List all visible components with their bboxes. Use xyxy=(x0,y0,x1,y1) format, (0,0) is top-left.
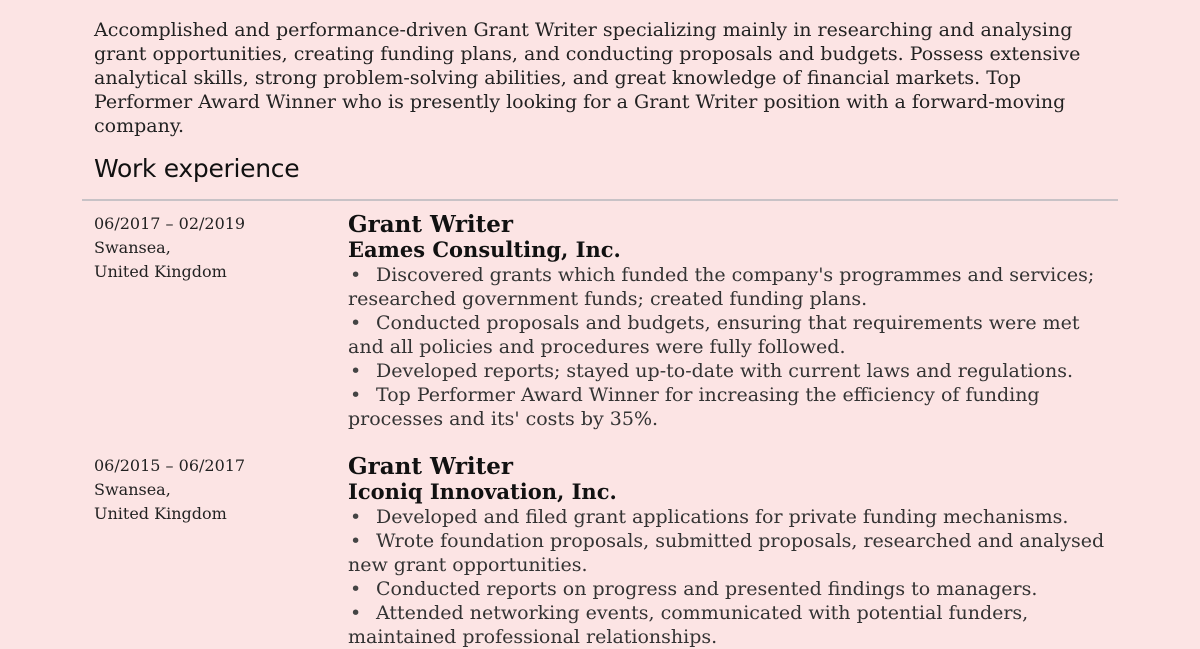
responsibility-item xyxy=(348,505,1108,529)
job-responsibilities xyxy=(348,505,1108,649)
responsibility-item xyxy=(348,383,1108,431)
section-divider xyxy=(82,199,1118,201)
bullet-icon: • xyxy=(350,530,362,552)
responsibility-item xyxy=(348,601,1108,649)
job-dates: 06/2017 – 02/2019 xyxy=(94,214,246,233)
job-city: Swansea, xyxy=(94,480,171,499)
responsibility-text: Attended networking events, communicated with potential funders, maintained professional relationships. xyxy=(348,602,1029,648)
responsibility-text: Wrote foundation proposals, submitted proposals, researched and analysed new grant opportunities. xyxy=(348,530,1105,576)
bullet-icon: • xyxy=(350,360,362,382)
job-role: Grant Writer xyxy=(348,453,514,480)
responsibility-item xyxy=(348,529,1108,577)
responsibility-text: Conducted proposals and budgets, ensuring that requirements were met and all policies and procedures were fully followed. xyxy=(348,312,1080,358)
bullet-icon: • xyxy=(350,264,362,286)
responsibility-item xyxy=(348,577,1108,601)
bullet-icon: • xyxy=(350,312,362,334)
responsibility-text: Conducted reports on progress and presented findings to managers. xyxy=(376,578,1038,600)
responsibility-text: Developed reports; stayed up-to-date with current laws and regulations. xyxy=(376,360,1074,382)
responsibility-text: Developed and filed grant applications for private funding mechanisms. xyxy=(376,506,1069,528)
job-details xyxy=(348,454,1108,649)
job-company: Iconiq Innovation, Inc. xyxy=(348,479,617,504)
job-meta xyxy=(94,454,324,526)
responsibility-item xyxy=(348,263,1108,311)
job-country: United Kingdom xyxy=(94,504,227,523)
bullet-icon: • xyxy=(350,384,362,406)
responsibility-item xyxy=(348,359,1108,383)
job-details xyxy=(348,212,1108,431)
responsibility-text: Discovered grants which funded the company's programmes and services; researched government funds; created funding plans. xyxy=(348,264,1095,310)
work-experience-heading: Work experience xyxy=(94,154,300,183)
responsibility-item xyxy=(348,311,1108,359)
job-meta xyxy=(94,212,324,284)
job-country: United Kingdom xyxy=(94,262,227,281)
job-dates: 06/2015 – 06/2017 xyxy=(94,456,246,475)
job-company: Eames Consulting, Inc. xyxy=(348,237,621,262)
responsibility-text: Top Performer Award Winner for increasing the efficiency of funding processes and its' costs by 35%. xyxy=(348,384,1040,430)
profile-summary: Accomplished and performance-driven Grant Writer specializing mainly in researching and analysing grant opportunities, creating funding plans, and conducting proposals and budgets. Possess extensive analytical skills, strong problem-solving abilities, and great knowledge of financial markets. Top Performer Award Winner who is presently looking for a Grant Writer position with a forward-moving company. xyxy=(94,19,1081,137)
job-responsibilities xyxy=(348,263,1108,431)
bullet-icon: • xyxy=(350,506,362,528)
job-city: Swansea, xyxy=(94,238,171,257)
bullet-icon: • xyxy=(350,602,362,624)
bullet-icon: • xyxy=(350,578,362,600)
job-role: Grant Writer xyxy=(348,211,514,238)
